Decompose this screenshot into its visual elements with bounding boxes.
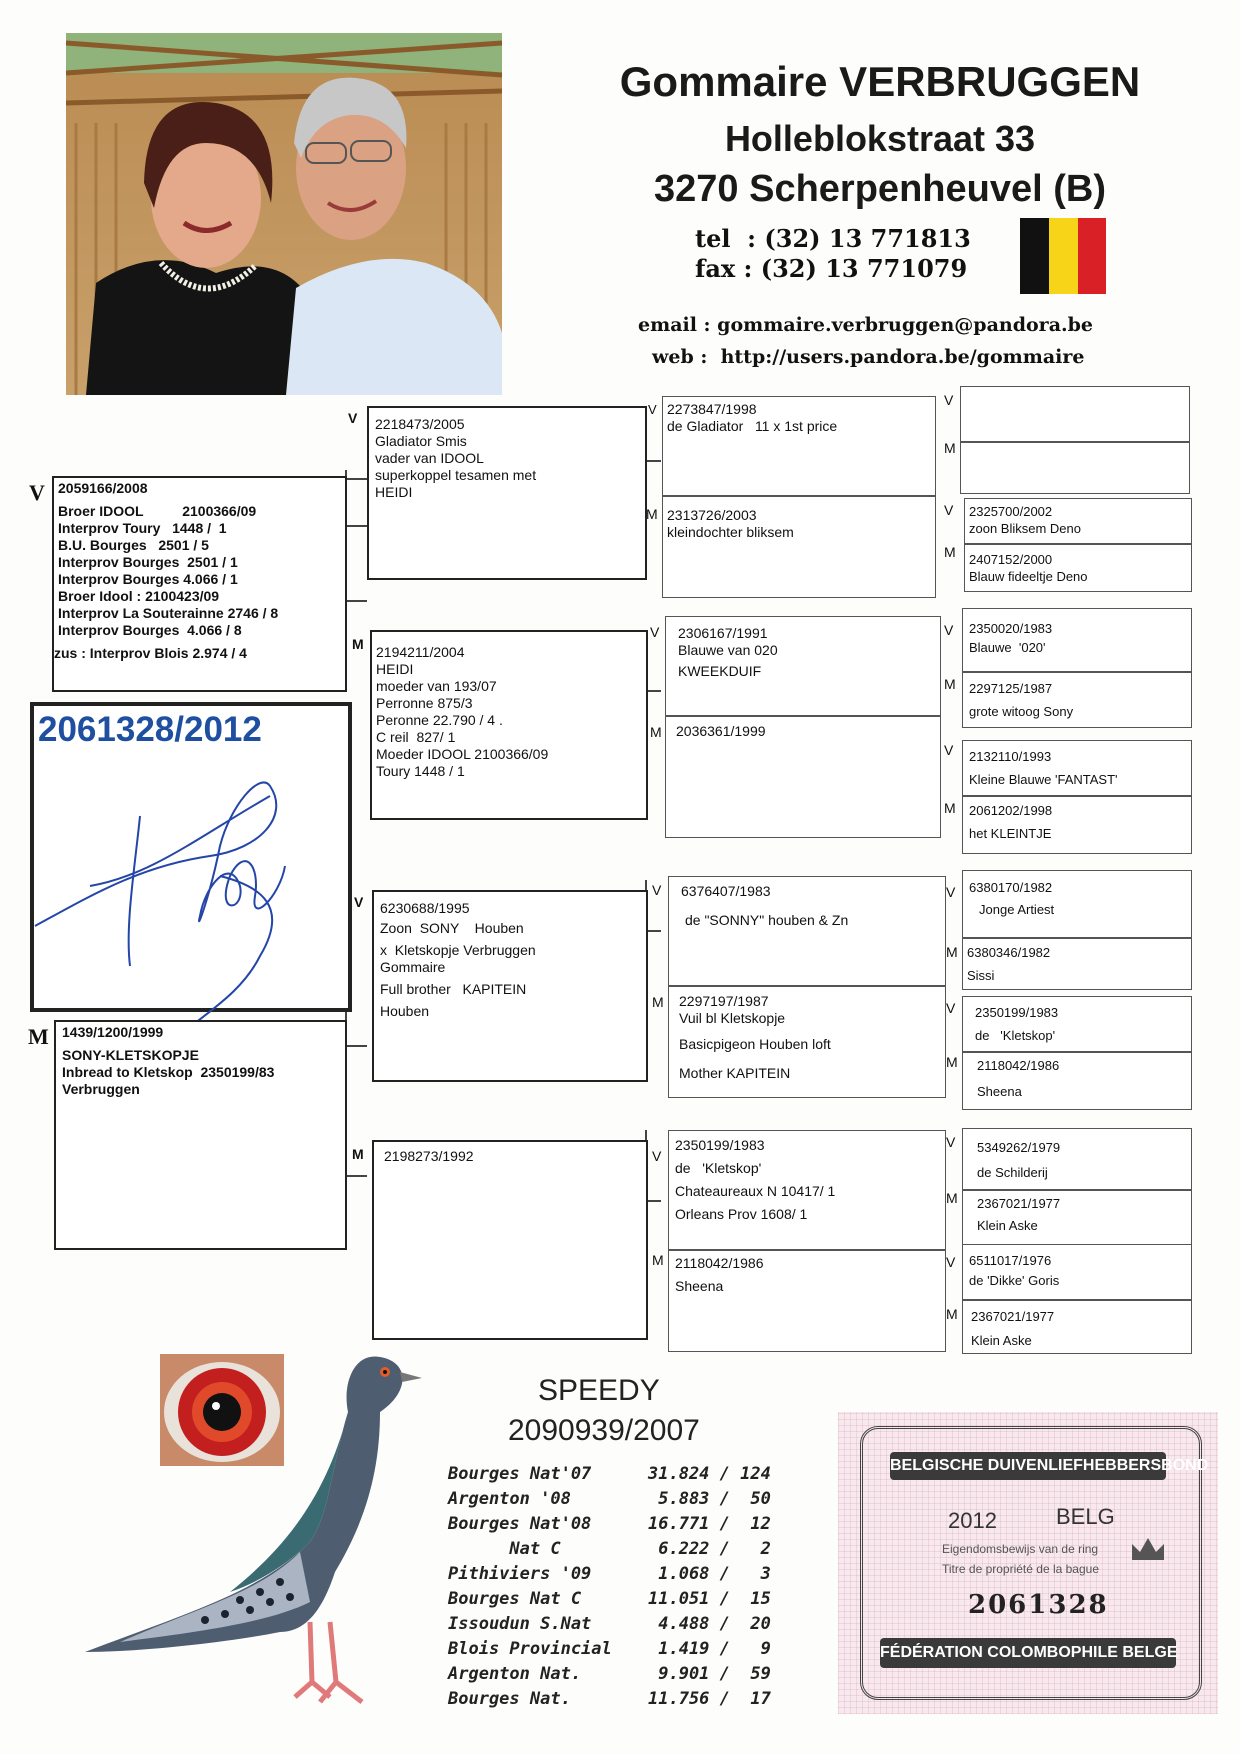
gen4-line: grote witoog Sony [969, 704, 1074, 719]
gen3-ring: 2036361/1999 [676, 723, 766, 739]
gen4-line: Blauwe '020' [969, 640, 1046, 655]
gen3-card [668, 986, 946, 1098]
result-row [448, 1589, 808, 1614]
result-value: 6.222 / 2 [648, 1539, 771, 1559]
sire-card [52, 476, 347, 692]
gen2-line: x Kletskopje Verbruggen [380, 942, 536, 958]
gen2-card [372, 1140, 648, 1340]
gen4-ring: 2407152/2000 [969, 552, 1053, 567]
gen3-tag: V [648, 402, 657, 417]
result-value: 16.771 / 12 [648, 1514, 771, 1534]
gen4-tag: M [944, 544, 956, 560]
result-row [448, 1689, 808, 1714]
result-race: Argenton Nat. [448, 1664, 582, 1684]
gen2-card [370, 630, 648, 820]
gen3-line: Orleans Prov 1608/ 1 [675, 1206, 808, 1222]
result-value: 1.068 / 3 [648, 1564, 771, 1584]
gen4-ring: 5349262/1979 [977, 1140, 1061, 1155]
gen2-ring: 2194211/2004 [376, 644, 465, 660]
gen3-ring: 2273847/1998 [667, 401, 757, 417]
gen4-card [962, 1190, 1192, 1246]
sire-line: Interprov La Souterainne 2746 / 8 [58, 605, 279, 621]
gen4-card [962, 796, 1192, 854]
gen3-tag: M [646, 506, 658, 522]
gen4-card [964, 498, 1192, 544]
owner-tel: tel : (32) 13 771813 [695, 224, 971, 253]
gen4-card [962, 996, 1192, 1052]
gen4-tag: V [946, 1254, 956, 1270]
ownership-certificate [838, 1412, 1218, 1714]
gen2-line: Zoon SONY Houben [380, 920, 524, 936]
gen4-ring: 2132110/1993 [969, 749, 1052, 764]
gen3-line: Basicpigeon Houben loft [679, 1036, 831, 1052]
result-race: Bourges Nat. [448, 1689, 571, 1709]
gen3-tag: V [650, 624, 660, 640]
sire-ring: 2059166/2008 [58, 480, 148, 496]
gen4-tag: M [946, 1306, 958, 1322]
result-value: 11.756 / 17 [648, 1689, 771, 1709]
subject-ring: 2061328/2012 [38, 710, 262, 749]
owners-photo [66, 33, 502, 395]
gen4-line: Kleine Blauwe 'FANTAST' [969, 772, 1118, 787]
gen2-card [372, 890, 648, 1082]
gen2-tag: V [348, 410, 358, 426]
owner-city: 3270 Scherpenheuvel (B) [654, 168, 1106, 210]
gen2-line: superkoppel tesamen met [375, 467, 537, 483]
gen3-card [668, 1250, 946, 1352]
gen4-ring: 2350199/1983 [975, 1005, 1059, 1020]
results-list [448, 1464, 808, 1714]
gen3-ring: 6376407/1983 [681, 883, 771, 899]
result-row [448, 1614, 808, 1639]
gen2-line: Gladiator Smis [375, 433, 467, 449]
owner-street: Holleblokstraat 33 [724, 118, 1036, 159]
subject-card [30, 702, 352, 1012]
sire-line: Interprov Toury 1448 / 1 [58, 520, 227, 536]
gen3-ring: 2306167/1991 [678, 625, 768, 641]
gen4-line: het KLEINTJE [969, 826, 1052, 841]
crown-icon [1128, 1534, 1168, 1569]
gen2-line: Peronne 22.790 / 4 . [376, 712, 503, 728]
result-row [448, 1514, 808, 1539]
gen2-ring: 2198273/1992 [384, 1148, 474, 1164]
gen3-line: Sheena [675, 1278, 724, 1294]
result-race: Bourges Nat'08 [448, 1514, 592, 1534]
gen4-line: de Schilderij [977, 1165, 1048, 1180]
gen4-line: Sheena [977, 1084, 1022, 1099]
gen3-card [662, 396, 936, 496]
result-row [448, 1539, 808, 1564]
pigeon-image [80, 1352, 430, 1722]
gen3-tag: M [652, 1252, 664, 1268]
gen2-ring: 2218473/2005 [375, 416, 465, 432]
result-value: 1.419 / 9 [648, 1639, 771, 1659]
gen4-tag: V [944, 502, 954, 518]
dam-tag: M [28, 1024, 49, 1049]
gen4-tag: M [944, 440, 956, 456]
result-race: Argenton '08 [448, 1489, 571, 1509]
gen3-line: de "SONNY" houben & Zn [685, 912, 849, 928]
speedy-name: SPEEDY [538, 1374, 660, 1407]
gen2-ring: 6230688/1995 [380, 900, 470, 916]
gen4-card [962, 1300, 1192, 1354]
result-race: Pithiviers '09 [448, 1564, 592, 1584]
gen3-line: kleindochter bliksem [667, 524, 794, 540]
dam-ring: 1439/1200/1999 [62, 1024, 164, 1040]
gen4-line: Sissi [967, 968, 995, 983]
result-race: Bourges Nat C [448, 1589, 582, 1609]
result-row [448, 1489, 808, 1514]
certificate-number: 2061328 [968, 1590, 1109, 1620]
sire-line: Interprov Bourges 4.066 / 8 [58, 622, 242, 638]
gen4-tag: V [944, 392, 954, 408]
gen3-line: de 'Kletskop' [675, 1160, 762, 1176]
gen2-tag: V [354, 894, 364, 910]
result-race: Bourges Nat'07 [448, 1464, 592, 1484]
owner-email[interactable]: email : gommaire.verbruggen@pandora.be [638, 314, 1093, 336]
gen4-tag: V [944, 742, 954, 758]
gen2-line: HEIDI [375, 484, 413, 500]
gen4-ring: 2118042/1986 [977, 1058, 1060, 1073]
gen2-tag: M [352, 1146, 364, 1162]
gen4-ring: 6380346/1982 [967, 945, 1051, 960]
certificate-top-banner: BELGISCHE DUIVENLIEFHEBBERSBOND [890, 1452, 1166, 1480]
certificate-line1: Eigendomsbewijs van de ring [942, 1542, 1099, 1556]
dam-card [54, 1020, 347, 1250]
gen4-ring: 6511017/1976 [969, 1253, 1052, 1268]
gen3-ring: 2313726/2003 [667, 507, 757, 523]
gen4-ring: 2325700/2002 [969, 504, 1053, 519]
gen4-card [962, 1128, 1192, 1190]
gen4-line: de 'Dikke' Goris [969, 1273, 1060, 1288]
result-race: Nat C [448, 1539, 561, 1559]
gen3-card [662, 496, 936, 598]
result-row [448, 1664, 808, 1689]
gen3-card [665, 616, 941, 716]
gen3-tag: V [652, 1148, 662, 1164]
gen4-tag: M [944, 676, 956, 692]
gen3-line: Vuil bl Kletskopje [679, 1010, 786, 1026]
gen3-tag: M [650, 724, 662, 740]
gen2-line: Perronne 875/3 [376, 695, 473, 711]
gen4-card [962, 870, 1192, 938]
gen4-ring: 2061202/1998 [969, 803, 1053, 818]
gen2-line: HEIDI [376, 661, 414, 677]
sire-line: Broer Idool : 2100423/09 [58, 588, 220, 604]
gen4-line: Klein Aske [977, 1218, 1038, 1233]
gen4-ring: 2350020/1983 [969, 621, 1053, 636]
gen4-ring: 2297125/1987 [969, 681, 1053, 696]
gen3-line: de Gladiator 11 x 1st price [667, 418, 838, 434]
gen4-card [962, 672, 1192, 728]
gen2-line: Full brother KAPITEIN [380, 981, 527, 997]
gen3-line: Mother KAPITEIN [679, 1065, 791, 1081]
certificate-country: BELG [1056, 1504, 1115, 1529]
sire-tag: V [29, 480, 45, 505]
gen2-line: moeder van 193/07 [376, 678, 497, 694]
gen4-tag: M [946, 1054, 958, 1070]
belgian-flag [1020, 218, 1106, 294]
gen3-card [668, 1130, 946, 1250]
result-value: 11.051 / 15 [648, 1589, 771, 1609]
gen4-line: Klein Aske [971, 1333, 1032, 1348]
owner-web[interactable]: web : http://users.pandora.be/gommaire [652, 346, 1085, 368]
dam-line: Inbread to Kletskop 2350199/83 [62, 1064, 275, 1080]
result-row [448, 1464, 808, 1489]
gen2-line: Houben [380, 1003, 430, 1019]
result-race: Issoudun S.Nat [448, 1614, 592, 1634]
gen4-card [962, 740, 1192, 796]
gen2-tag: M [352, 636, 364, 652]
gen2-line: vader van IDOOL [375, 450, 484, 466]
gen3-ring: 2350199/1983 [675, 1137, 765, 1153]
gen4-card [962, 1052, 1192, 1110]
result-value: 9.901 / 59 [648, 1664, 771, 1684]
owner-fax: fax : (32) 13 771079 [695, 254, 968, 283]
gen4-tag: V [944, 622, 954, 638]
gen3-card [668, 876, 946, 986]
certificate-year: 2012 [948, 1508, 997, 1533]
gen4-line: Jonge Artiest [979, 902, 1055, 917]
result-race: Blois Provincial [448, 1639, 612, 1659]
result-row [448, 1564, 808, 1589]
gen4-card [962, 1244, 1192, 1300]
gen4-card [960, 386, 1190, 442]
gen2-card [367, 406, 647, 580]
gen4-line: de 'Kletskop' [975, 1028, 1056, 1043]
gen3-tag: M [652, 994, 664, 1010]
gen4-tag: M [946, 944, 958, 960]
gen4-line: Blauw fideeltje Deno [969, 569, 1088, 584]
gen4-card [962, 608, 1192, 672]
gen4-ring: 6380170/1982 [969, 880, 1053, 895]
sire-line: Broer IDOOL 2100366/09 [58, 503, 257, 519]
certificate-line2: Titre de propriété de la bague [942, 1562, 1099, 1576]
gen4-line: zoon Bliksem Deno [969, 521, 1081, 536]
dam-line: SONY-KLETSKOPJE [62, 1047, 199, 1063]
gen4-tag: V [946, 1134, 956, 1150]
gen4-tag: M [946, 1190, 958, 1206]
gen4-card [964, 544, 1192, 592]
sire-line: zus : Interprov Blois 2.974 / 4 [54, 645, 247, 661]
gen2-line: C reil 827/ 1 [376, 729, 456, 745]
result-value: 5.883 / 50 [648, 1489, 771, 1509]
gen4-ring: 2367021/1977 [977, 1196, 1061, 1211]
gen3-tag: V [652, 882, 662, 898]
gen4-card [960, 442, 1190, 494]
gen2-line: Gommaire [380, 959, 446, 975]
sire-line: Interprov Bourges 4.066 / 1 [58, 571, 238, 587]
sire-line: B.U. Bourges 2501 / 5 [58, 537, 209, 553]
result-value: 31.824 / 124 [648, 1464, 771, 1484]
gen4-tag: V [946, 1000, 956, 1016]
dam-line: Verbruggen [62, 1081, 140, 1097]
gen4-ring: 2367021/1977 [971, 1309, 1055, 1324]
gen4-tag: M [944, 800, 956, 816]
gen4-card [962, 938, 1192, 990]
sire-line: Interprov Bourges 2501 / 1 [58, 554, 238, 570]
owner-name: Gommaire VERBRUGGEN [619, 58, 1141, 105]
gen3-ring: 2297197/1987 [679, 993, 769, 1009]
gen3-ring: 2118042/1986 [675, 1255, 764, 1271]
gen2-line: Toury 1448 / 1 [376, 763, 465, 779]
certificate-bottom-banner: FÉDÉRATION COLOMBOPHILE BELGE [880, 1638, 1176, 1668]
result-value: 4.488 / 20 [648, 1614, 771, 1634]
gen3-card [665, 716, 941, 838]
signature [30, 736, 352, 1026]
gen3-line: Chateaureaux N 10417/ 1 [675, 1183, 836, 1199]
gen3-line: Blauwe van 020 [678, 642, 778, 658]
result-row [448, 1639, 808, 1664]
gen4-tag: V [946, 884, 956, 900]
gen3-line: KWEEKDUIF [678, 663, 762, 679]
speedy-ring: 2090939/2007 [508, 1414, 700, 1447]
gen2-line: Moeder IDOOL 2100366/09 [376, 746, 549, 762]
